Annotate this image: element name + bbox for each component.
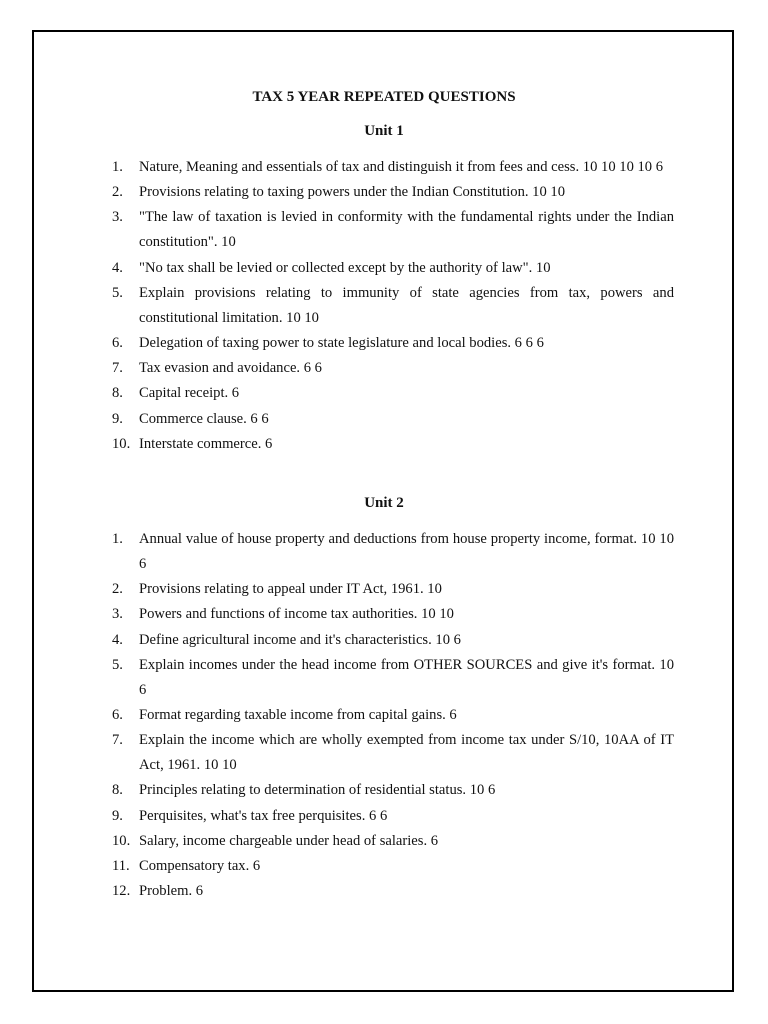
question-item	[112, 653, 674, 703]
question-number: 8.	[112, 782, 123, 799]
question-text: Explain the income which are wholly exempted from income tax under S/10, 10AA of IT Act, 1961. 10 10	[139, 732, 674, 774]
question-text: Explain provisions relating to immunity of state agencies from tax, powers and constitutional limitation. 10 10	[139, 284, 674, 326]
question-number: 3.	[112, 209, 123, 226]
question-number: 1.	[112, 531, 123, 547]
question-text: Powers and functions of income tax authorities. 10 10	[139, 606, 454, 623]
question-text: Annual value of house property and deductions from house property income, format. 10 10 6	[139, 531, 674, 572]
question-number: 4.	[112, 259, 123, 276]
question-item	[112, 180, 674, 205]
question-number: 6.	[112, 334, 123, 351]
question-text: Provisions relating to appeal under IT Act, 1961. 10	[139, 581, 442, 598]
question-number: 11.	[112, 857, 130, 874]
question-item	[112, 602, 674, 627]
question-text: Commerce clause. 6 6	[139, 410, 269, 427]
question-number: 7.	[112, 360, 123, 377]
question-item	[112, 577, 674, 602]
question-item	[112, 281, 674, 331]
unit-1-heading: Unit 1	[364, 123, 404, 139]
question-text: Capital receipt. 6	[139, 385, 240, 402]
question-item	[112, 205, 674, 255]
question-number: 1.	[112, 159, 123, 175]
question-text: Delegation of taxing power to state legislature and local bodies. 6 6 6	[139, 334, 544, 351]
question-number: 5.	[112, 284, 123, 301]
question-text: Provisions relating to taxing powers under the Indian Constitution. 10 10	[139, 184, 566, 201]
question-number: 3.	[112, 606, 123, 623]
question-text: Format regarding taxable income from capital gains. 6	[139, 706, 457, 723]
question-item	[112, 703, 674, 728]
question-text: Tax evasion and avoidance. 6 6	[139, 360, 322, 377]
unit-2-heading: Unit 2	[364, 495, 404, 511]
question-number: 7.	[112, 732, 123, 749]
unit-2-question-list	[112, 527, 674, 904]
question-item	[112, 407, 674, 432]
question-item	[112, 728, 674, 778]
question-item	[112, 527, 674, 577]
question-number: 4.	[112, 631, 123, 648]
question-text: Interstate commerce. 6	[139, 435, 273, 452]
unit-1-question-list	[112, 155, 674, 457]
question-number: 12.	[112, 883, 131, 900]
question-item	[112, 778, 674, 803]
question-item	[112, 854, 674, 879]
question-text: Perquisites, what's tax free perquisites. 6 6	[139, 807, 388, 824]
question-text: "No tax shall be levied or collected except by the authority of law". 10	[139, 259, 551, 276]
question-item	[112, 381, 674, 406]
question-item	[112, 432, 674, 457]
question-item	[112, 356, 674, 381]
question-item	[112, 256, 674, 281]
question-text: Nature, Meaning and essentials of tax and distinguish it from fees and cess. 10 10 10 10 6	[139, 159, 664, 175]
document-title: TAX 5 YEAR REPEATED QUESTIONS	[252, 89, 516, 105]
question-item	[112, 331, 674, 356]
question-text: Explain incomes under the head income from OTHER SOURCES and give it's format. 10 6	[139, 656, 674, 698]
question-number: 2.	[112, 184, 123, 201]
question-text: "The law of taxation is levied in conformity with the fundamental rights under the Indian constitution". 10	[139, 209, 674, 251]
question-item	[112, 155, 674, 180]
question-item	[112, 879, 674, 904]
question-number: 9.	[112, 807, 123, 824]
question-number: 10.	[112, 832, 131, 849]
question-item	[112, 829, 674, 854]
question-item	[112, 628, 674, 653]
question-number: 10.	[112, 435, 131, 452]
question-number: 6.	[112, 706, 123, 723]
question-text: Principles relating to determination of residential status. 10 6	[139, 782, 496, 799]
question-text: Problem. 6	[139, 883, 204, 900]
question-number: 5.	[112, 656, 123, 673]
question-text: Define agricultural income and it's characteristics. 10 6	[139, 631, 461, 648]
question-number: 8.	[112, 385, 123, 402]
question-number: 2.	[112, 581, 123, 598]
question-item	[112, 804, 674, 829]
question-text: Compensatory tax. 6	[139, 857, 261, 874]
question-text: Salary, income chargeable under head of salaries. 6	[139, 832, 439, 849]
question-number: 9.	[112, 410, 123, 427]
